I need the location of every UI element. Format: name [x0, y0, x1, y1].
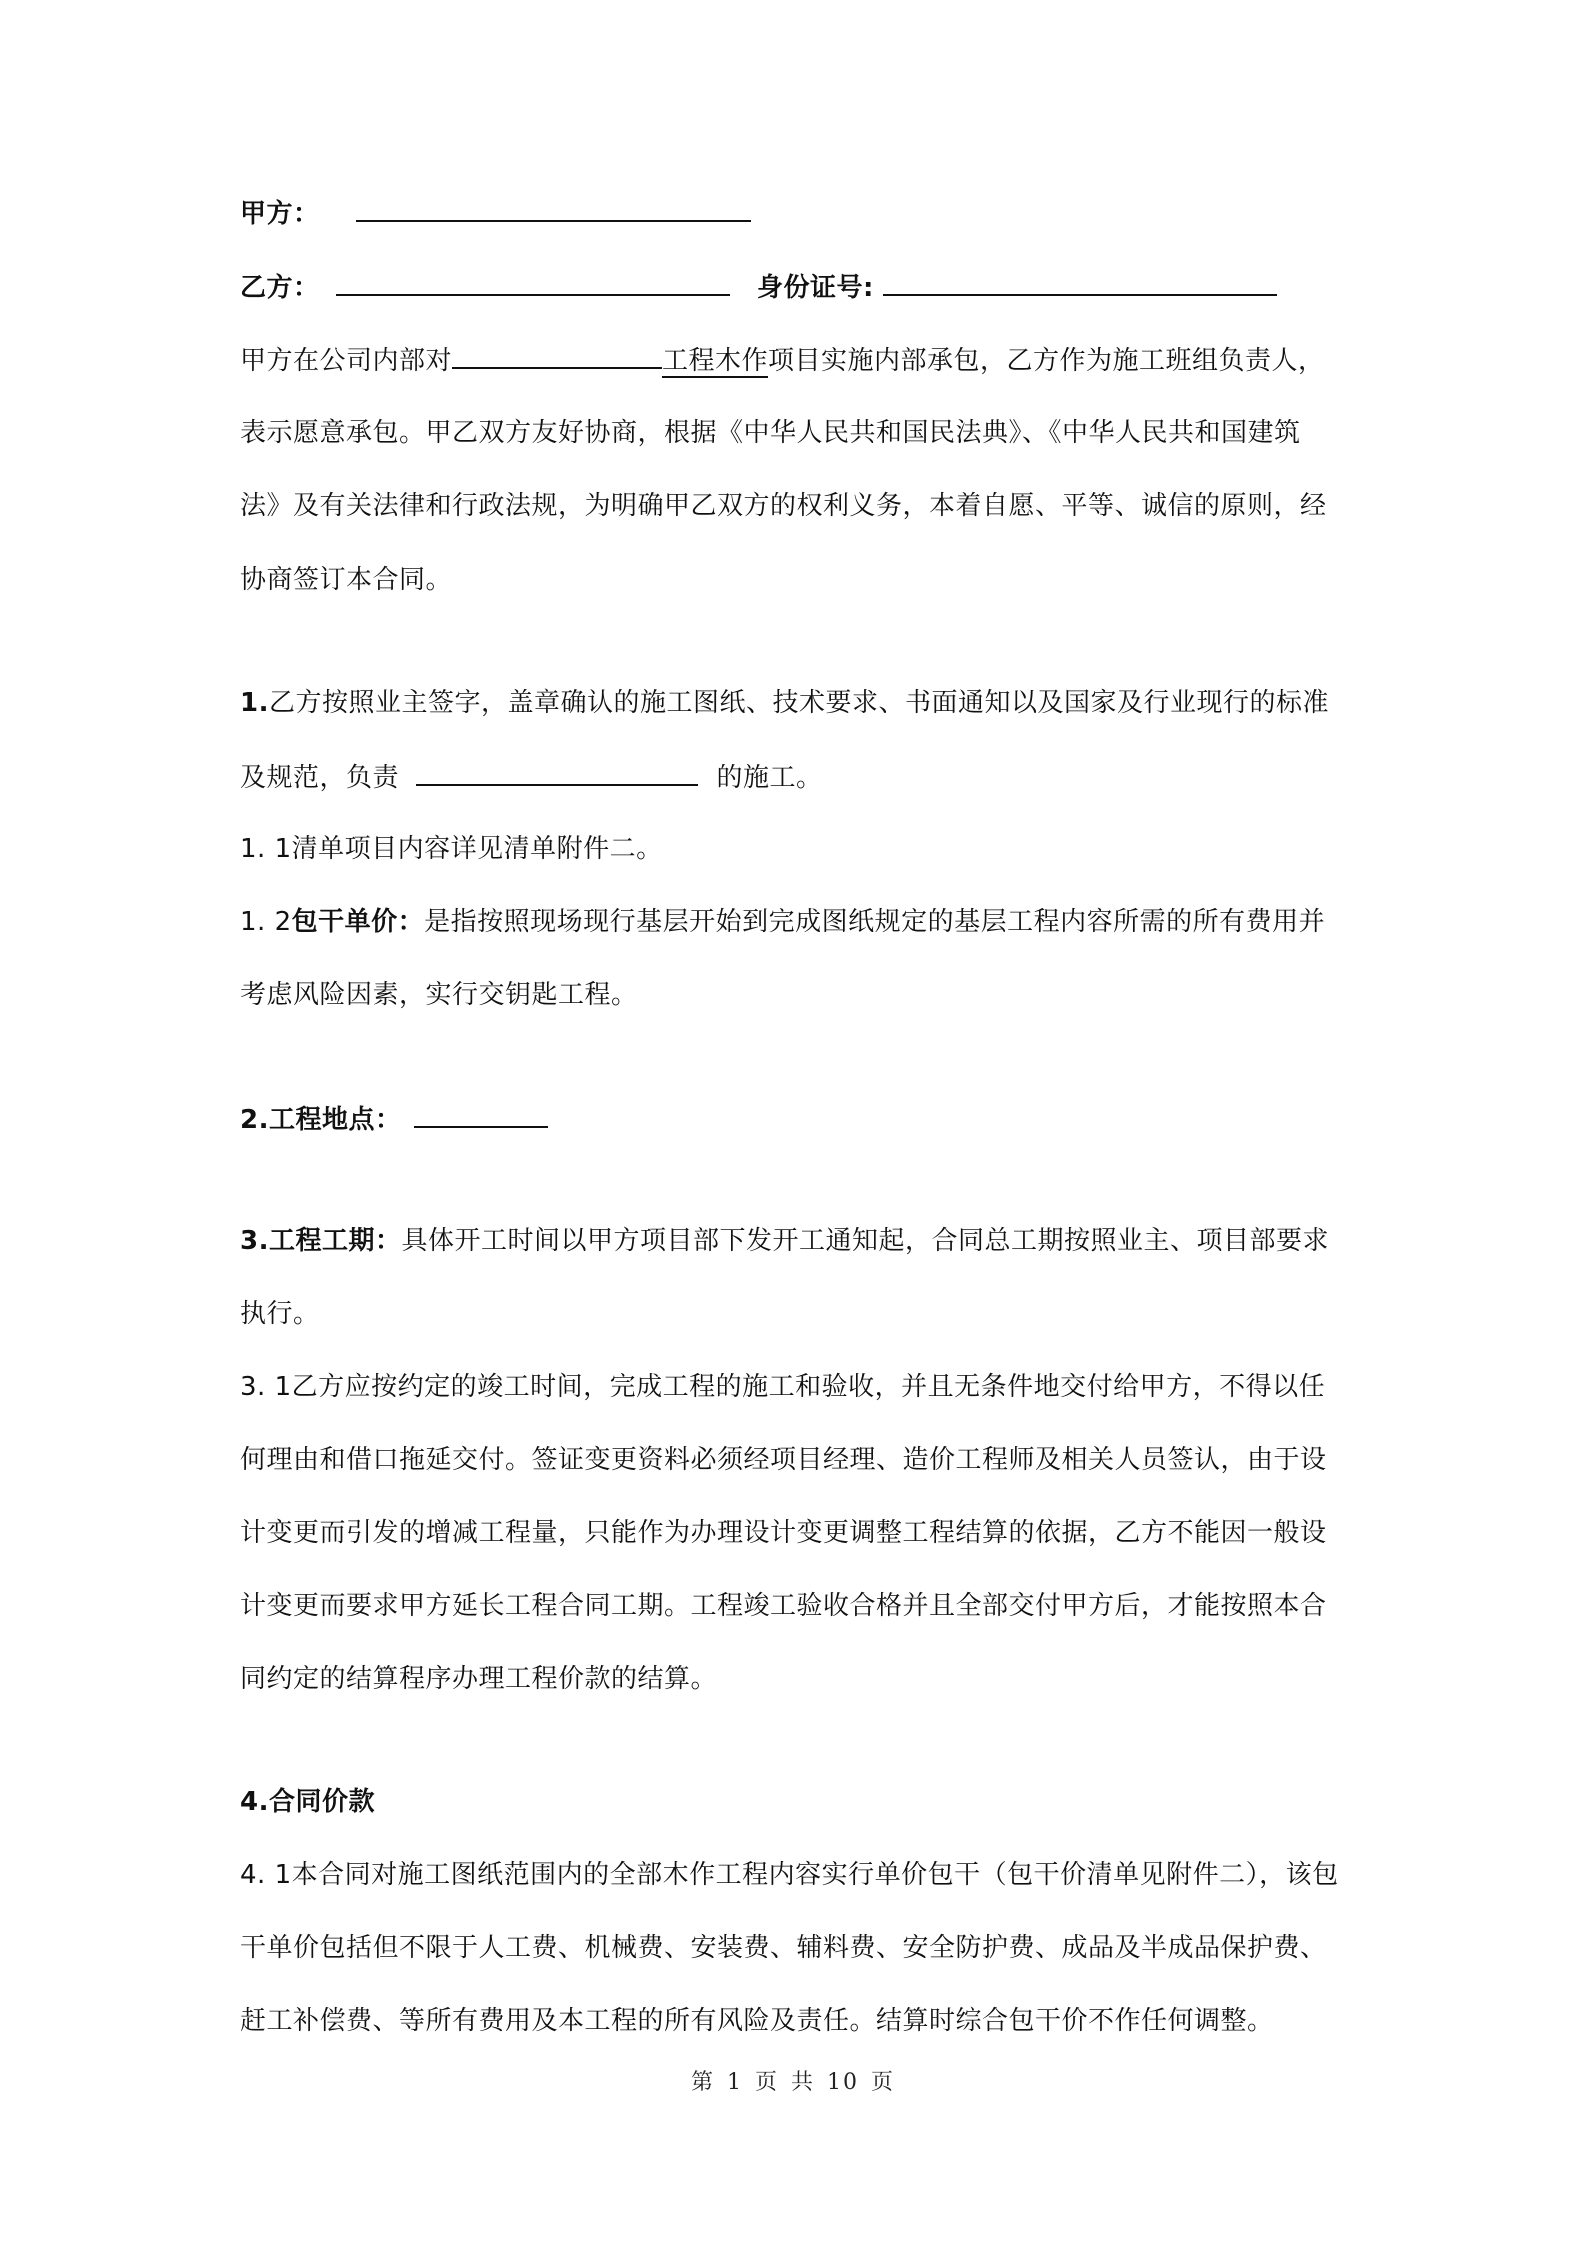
intro-line-1 — [240, 339, 1360, 381]
party-b-blank — [336, 266, 730, 296]
intro-line-3: 法》及有关法律和行政法规，为明确甲乙双方的权利义务，本着自愿、平等、诚信的原则，经 — [240, 491, 1327, 521]
page-number: 1 — [726, 2070, 743, 2095]
scope-suffix: 的施工。 — [716, 763, 823, 793]
project-name-blank — [452, 339, 662, 369]
section1-text: 乙方按照业主签字，盖章确认的施工图纸、技术要求、书面通知以及国家及行业现行的标准 — [268, 688, 1329, 718]
section2-title: 2.工程地点： — [240, 1105, 402, 1135]
clause-4-1-line-3: 赶工补偿费、等所有费用及本工程的所有风险及责任。结算时综合包干价不作任何调整。 — [240, 2006, 1274, 2036]
clause-1-1: 1. 1清单项目内容详见清单附件二。 — [240, 834, 663, 864]
id-number-blank — [883, 266, 1277, 296]
total-pages: 10 — [827, 2070, 860, 2095]
clause-1-2-term: 包干单价： — [291, 907, 425, 937]
clause-3-1-line-4: 计变更而要求甲方延长工程合同工期。工程竣工验收合格并且全部交付甲方后，才能按照本合 — [240, 1591, 1327, 1621]
footer-ye-2: 页 — [871, 2070, 896, 2095]
clause-1-2-line-2: 考虑风险因素，实行交钥匙工程。 — [240, 980, 638, 1010]
id-number-label: 身份证号: — [757, 273, 874, 303]
intro-line-4: 协商签订本合同。 — [240, 565, 453, 595]
clause-3-1-line-2: 何理由和借口拖延交付。签证变更资料必须经项目经理、造价工程师及相关人员签认，由于设 — [240, 1445, 1327, 1475]
section2-row — [240, 1098, 1360, 1140]
footer-gong: 共 — [791, 2070, 816, 2095]
clause-3-1-line-5: 同约定的结算程序办理工程价款的结算。 — [240, 1664, 718, 1694]
party-b-row — [240, 266, 1360, 308]
location-blank — [414, 1098, 548, 1128]
section1-number: 1. — [240, 688, 269, 718]
scope-prefix: 及规范，负责 — [240, 763, 400, 793]
party-a-label: 甲方： — [240, 199, 320, 229]
section3-line-2: 执行。 — [240, 1299, 320, 1329]
section4-title: 4.合同价款 — [240, 1787, 375, 1817]
clause-3-1-line-1: 3. 1乙方应按约定的竣工时间，完成工程的施工和验收，并且无条件地交付给甲方，不得以任 — [240, 1372, 1326, 1402]
party-a-row — [240, 192, 1360, 234]
scope-blank — [416, 756, 698, 786]
clause-1-2-line-1 — [240, 902, 1360, 942]
party-b-label: 乙方： — [240, 273, 320, 303]
intro-prefix: 甲方在公司内部对 — [240, 346, 453, 376]
party-a-blank — [356, 192, 751, 222]
section3-line-1 — [240, 1221, 1360, 1261]
page-footer — [0, 2068, 1586, 2098]
section3-title: 3.工程工期： — [240, 1226, 402, 1256]
clause-1-2-number: 1. 2 — [240, 907, 292, 937]
intro-suffix: 项目实施内部承包，乙方作为施工班组负责人， — [768, 346, 1325, 376]
footer-ye: 页 — [754, 2070, 779, 2095]
footer-di: 第 — [690, 2070, 715, 2095]
intro-line-2: 表示愿意承包。甲乙双方友好协商，根据《中华人民共和国民法典》、《中华人民共和国建筑 — [240, 418, 1301, 448]
clause-3-1-line-3: 计变更而引发的增减工程量，只能作为办理设计变更调整工程结算的依据，乙方不能因一般设 — [240, 1518, 1327, 1548]
clause-1-2-text: 是指按照现场现行基层开始到完成图纸规定的基层工程内容所需的所有费用并 — [424, 907, 1326, 937]
section1-line-1 — [240, 683, 1360, 723]
section1-line-2 — [240, 756, 1360, 798]
clause-4-1-line-1: 4. 1本合同对施工图纸范围内的全部木作工程内容实行单价包干（包干价清单见附件二），该包 — [240, 1860, 1339, 1890]
project-type-text: 工程木作 — [662, 346, 769, 376]
section3-text: 具体开工时间以甲方项目部下发开工通知起，合同总工期按照业主、项目部要求 — [401, 1226, 1329, 1256]
clause-4-1-line-2: 干单价包括但不限于人工费、机械费、安装费、辅料费、安全防护费、成品及半成品保护费、 — [240, 1933, 1327, 1963]
